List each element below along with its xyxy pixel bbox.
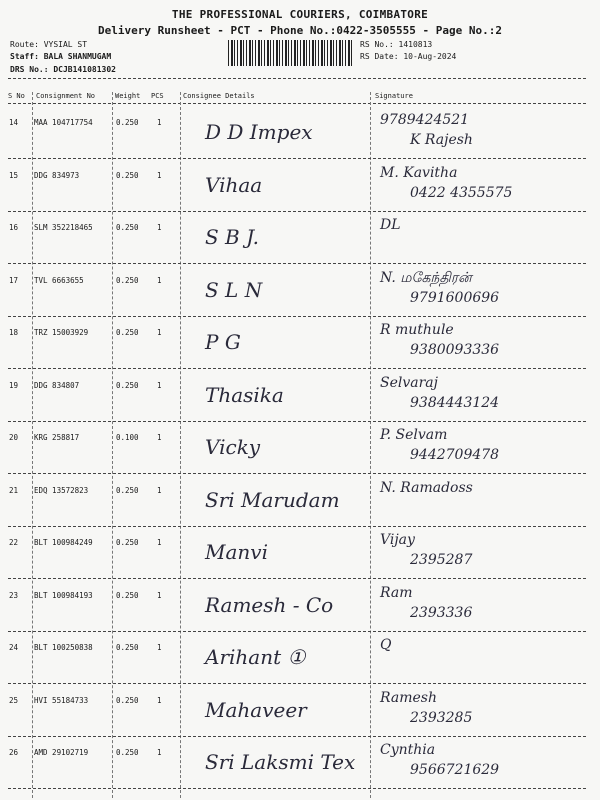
row-divider — [8, 158, 586, 159]
signature-line-1: 9789424521 — [380, 112, 470, 128]
drs-number: DRS No.: DCJB141081302 — [10, 65, 116, 74]
consignee-handwriting: Arihant ① — [205, 645, 306, 669]
weight-value: 0.100 — [116, 433, 139, 442]
consignment-number: HVI 55184733 — [34, 695, 89, 705]
consignment-number: DDG 834807 — [34, 380, 80, 390]
consignment-number: BLT 100984249 — [34, 538, 93, 547]
consignee-handwriting: S L N — [205, 277, 263, 302]
consignee-handwriting: Sri Laksmi Tex — [205, 750, 356, 774]
weight-value: 0.250 — [116, 643, 139, 652]
weight-value: 0.250 — [116, 485, 139, 495]
signature-line-2: 2393336 — [410, 604, 473, 621]
signature-line-2: 9380093336 — [410, 342, 500, 358]
signature-line-1: DL — [380, 217, 401, 233]
pcs-value: 1 — [157, 485, 162, 495]
table-row — [0, 688, 600, 736]
staff-label: Staff: BALA SHANMUGAM — [10, 52, 112, 61]
signature-line-1: M. Kavitha — [380, 164, 458, 181]
col-sno: S No — [8, 92, 25, 100]
signature-line-2: 9442709478 — [410, 447, 500, 463]
consignee-handwriting: S B J. — [205, 225, 259, 249]
consignee-handwriting: D D Impex — [205, 120, 313, 144]
pcs-value: 1 — [157, 380, 162, 390]
weight-value: 0.250 — [116, 170, 139, 180]
pcs-value: 1 — [157, 223, 162, 232]
signature-line-2: 9384443124 — [410, 394, 500, 411]
signature-line-1: Selvaraj — [380, 374, 438, 391]
weight-value: 0.250 — [116, 538, 139, 547]
weight-value: 0.250 — [116, 118, 139, 127]
header-divider — [8, 78, 586, 79]
serial-number: 25 — [9, 695, 19, 705]
consignment-number: SLM 352218465 — [34, 223, 93, 232]
row-divider — [8, 683, 586, 684]
row-divider — [8, 473, 586, 474]
runsheet-subtitle: Delivery Runsheet - PCT - Phone No.:0422-3505555 - Page No.:2 — [98, 24, 502, 37]
table-row — [0, 268, 600, 316]
serial-number: 15 — [9, 170, 19, 180]
signature-line-1: P. Selvam — [380, 427, 448, 443]
signature-line-2: 9566721629 — [410, 762, 500, 778]
weight-value: 0.250 — [116, 380, 139, 390]
signature-line-2: 0422 4355575 — [410, 184, 513, 201]
signature-line-2: 2393285 — [410, 709, 473, 726]
serial-number: 16 — [9, 223, 19, 232]
consignee-handwriting: Ramesh - Co — [205, 592, 334, 617]
consignee-handwriting: Sri Marudam — [205, 487, 340, 512]
row-divider — [8, 631, 586, 632]
weight-value: 0.250 — [116, 590, 139, 600]
signature-line-1: Cynthia — [380, 742, 436, 758]
consignment-number: MAA 104717754 — [34, 118, 93, 127]
row-divider — [8, 788, 586, 789]
consignment-number: TVL 6663655 — [34, 275, 84, 285]
table-row — [0, 530, 600, 578]
weight-value: 0.250 — [116, 748, 139, 757]
pcs-value: 1 — [157, 695, 162, 705]
serial-number: 22 — [9, 538, 19, 547]
serial-number: 20 — [9, 433, 19, 442]
row-divider — [8, 736, 586, 737]
weight-value: 0.250 — [116, 328, 139, 337]
table-row — [0, 215, 600, 263]
table-row — [0, 583, 600, 631]
serial-number: 14 — [9, 118, 19, 127]
row-divider — [8, 368, 586, 369]
serial-number: 23 — [9, 590, 19, 600]
pcs-value: 1 — [157, 643, 162, 652]
table-row — [0, 478, 600, 526]
col-signature: Signature — [375, 92, 413, 100]
consignee-handwriting: Mahaveer — [205, 697, 307, 722]
row-divider — [8, 316, 586, 317]
signature-line-1: Q — [380, 637, 392, 653]
serial-number: 18 — [9, 328, 19, 337]
table-row — [0, 740, 600, 788]
row-divider — [8, 263, 586, 264]
barcode — [228, 40, 352, 66]
row-divider — [8, 526, 586, 527]
company-title: THE PROFESSIONAL COURIERS, COIMBATORE — [171, 8, 429, 21]
signature-line-1: N. Ramadoss — [380, 479, 473, 496]
consignee-handwriting: Manvi — [205, 540, 268, 564]
col-consignee: Consignee Details — [183, 92, 255, 100]
serial-number: 17 — [9, 275, 19, 285]
row-divider — [8, 578, 586, 579]
column-header-divider — [8, 103, 586, 104]
pcs-value: 1 — [157, 538, 162, 547]
pcs-value: 1 — [157, 748, 162, 757]
serial-number: 26 — [9, 748, 19, 757]
pcs-value: 1 — [157, 275, 162, 285]
serial-number: 24 — [9, 643, 19, 652]
pcs-value: 1 — [157, 170, 162, 180]
col-pcs: PCS — [151, 92, 164, 100]
rs-date: RS Date: 10-Aug-2024 — [360, 52, 457, 61]
col-consignment: Consignment No — [36, 92, 96, 100]
rs-number: RS No.: 1410813 — [360, 40, 433, 49]
pcs-value: 1 — [157, 590, 162, 600]
table-row — [0, 163, 600, 211]
signature-line-1: Vijay — [380, 532, 415, 548]
consignment-number: EDQ 13572823 — [34, 485, 89, 495]
consignee-handwriting: Vicky — [205, 435, 261, 459]
table-row — [0, 425, 600, 473]
signature-line-1: R muthule — [380, 322, 454, 338]
signature-line-2: 9791600696 — [410, 289, 500, 306]
consignment-number: KRG 258817 — [34, 433, 80, 442]
consignment-number: AMD 29102719 — [34, 748, 89, 757]
col-weight: Weight — [115, 92, 141, 100]
consignment-number: DDG 834973 — [34, 170, 80, 180]
consignee-handwriting: Vihaa — [205, 172, 263, 197]
consignee-handwriting: P G — [205, 330, 241, 354]
pcs-value: 1 — [157, 328, 162, 337]
row-divider — [8, 421, 586, 422]
table-row — [0, 373, 600, 421]
serial-number: 19 — [9, 380, 19, 390]
consignment-number: BLT 100250838 — [34, 643, 93, 652]
consignment-number: TRZ 15003929 — [34, 328, 89, 337]
row-divider — [8, 211, 586, 212]
signature-line-2: K Rajesh — [410, 132, 473, 148]
signature-line-1: Ram — [380, 584, 413, 601]
consignee-handwriting: Thasika — [205, 382, 284, 407]
signature-line-2: 2395287 — [410, 552, 473, 568]
table-row — [0, 110, 600, 158]
weight-value: 0.250 — [116, 695, 139, 705]
consignment-number: BLT 100984193 — [34, 590, 93, 600]
table-row — [0, 635, 600, 683]
signature-line-1: Ramesh — [380, 689, 437, 706]
weight-value: 0.250 — [116, 223, 139, 232]
serial-number: 21 — [9, 485, 19, 495]
pcs-value: 1 — [157, 433, 162, 442]
signature-line-1: N. மகேந்திரன் — [380, 269, 472, 286]
pcs-value: 1 — [157, 118, 162, 127]
weight-value: 0.250 — [116, 275, 139, 285]
table-row — [0, 320, 600, 368]
route-label: Route: VYSIAL ST — [10, 40, 88, 49]
